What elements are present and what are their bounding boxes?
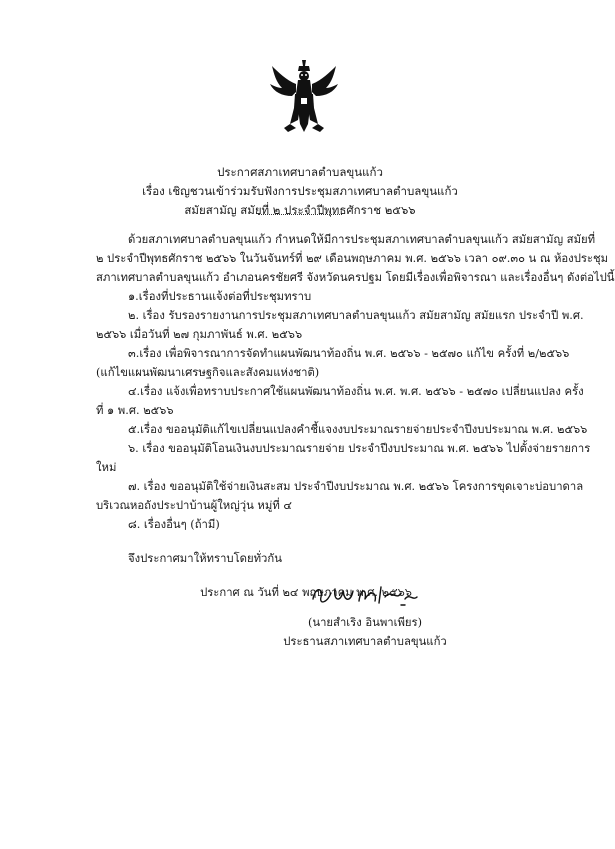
signature-block (240, 563, 490, 651)
announcement-session: สมัยสามัญ สมัยที่ ๒ ประจำปีพุทธศักราช ๒๕๖๖ (184, 203, 416, 217)
announcement-date: ประกาศ ณ วันที่ ๒๔ พฤษภาคม พ.ศ. ๒๕๖๖ (200, 586, 412, 599)
agenda-item-continued: บริเวณหอถังประปาบ้านผู้ใหญ่วุ่น หมู่ที่ ๔ (96, 499, 292, 512)
agenda-item: ๔.เรื่อง แจ้งเพื่อทราบประกาศใช้แผนพัฒนาท้องถิ่น พ.ศ. พ.ศ. ๒๕๖๖ - ๒๕๗๐ เปลี่ยนแปลง ครั้ง (128, 385, 584, 398)
signatory-position: ประธานสภาเทศบาลตำบลขุนแก้ว (283, 635, 447, 648)
agenda-item: ๑.เรื่องที่ประธานแจ้งต่อที่ประชุมทราบ (128, 290, 312, 303)
closing-statement: จึงประกาศมาให้ทราบโดยทั่วกัน (128, 552, 282, 565)
intro-line: ๒ ประจำปีพุทธศักราช ๒๕๖๖ ในวันจันทร์ที่ ๒๙ เดือนพฤษภาคม พ.ศ. ๒๕๖๖ เวลา ๐๙.๓๐ น ณ ห้องประชุม (96, 252, 609, 265)
agenda-item-continued: (แก้ไขแผนพัฒนาเศรษฐกิจและสังคมแห่งชาติ) (96, 366, 320, 379)
intro-line: ด้วยสภาเทศบาลตำบลขุนแก้ว กำหนดให้มีการประชุมสภาเทศบาลตำบลขุนแก้ว สมัยสามัญ สมัยที่ (128, 233, 596, 246)
handwritten-signature (305, 579, 425, 611)
agenda-item: ๗. เรื่อง ขออนุมัติใช้จ่ายเงินสะสม ประจำปีงบประมาณ พ.ศ. ๒๕๖๖ โครงการขุดเจาะบ่อบาดาล (128, 480, 584, 493)
header-divider (258, 214, 342, 215)
announcement-subject: เรื่อง เชิญชวนเข้าร่วมรับฟังการประชุมสภาเทศบาลตำบลขุนแก้ว (142, 184, 458, 198)
agenda-item-continued: ที่ ๑ พ.ศ. ๒๕๖๖ (96, 404, 174, 417)
announcement-title: ประกาศสภาเทศบาลตำบลขุนแก้ว (217, 165, 383, 179)
document-body (96, 230, 615, 602)
document-header (0, 163, 600, 220)
agenda-item: ๕.เรื่อง ขออนุมัติแก้ไขเปลี่ยนแปลงคำชี้แจงงบประมาณรายจ่ายประจำปีงบประมาณ พ.ศ. ๒๕๖๖ (128, 423, 588, 436)
agenda-item: ๘. เรื่องอื่นๆ (ถ้ามี) (128, 518, 220, 531)
agenda-item: ๖. เรื่อง ขออนุมัติโอนเงินงบประมาณรายจ่าย ประจำปีงบประมาณ พ.ศ. ๒๕๖๖ ไปตั้งจ่ายรายการ (128, 442, 591, 455)
agenda-item-continued: ใหม่ (96, 461, 117, 474)
signatory-name: (นายสำเริง อินพาเพียร) (307, 616, 423, 629)
agenda-item: ๓.เรื่อง เพื่อพิจารณาการจัดทำแผนพัฒนาท้องถิ่น พ.ศ. ๒๕๖๖ - ๒๕๗๐ แก้ไข ครั้งที่ ๒/๒๕๖๖ (128, 347, 570, 360)
garuda-emblem-icon (268, 58, 340, 136)
agenda-item: ๒. เรื่อง รับรองรายงานการประชุมสภาเทศบาลตำบลขุนแก้ว สมัยสามัญ สมัยแรก ประจำปี พ.ศ. (128, 309, 584, 322)
intro-line: สภาเทศบาลตำบลขุนแก้ว อำเภอนครชัยศรี จังหวัดนครปฐม โดยมีเรื่องเพื่อพิจารณา และเรื่องอื่นๆ ดังต่อไปนี้ (96, 271, 615, 284)
agenda-item-continued: ๒๕๖๖ เมื่อวันที่ ๒๗ กุมภาพันธ์ พ.ศ. ๒๕๖๖ (96, 328, 303, 341)
